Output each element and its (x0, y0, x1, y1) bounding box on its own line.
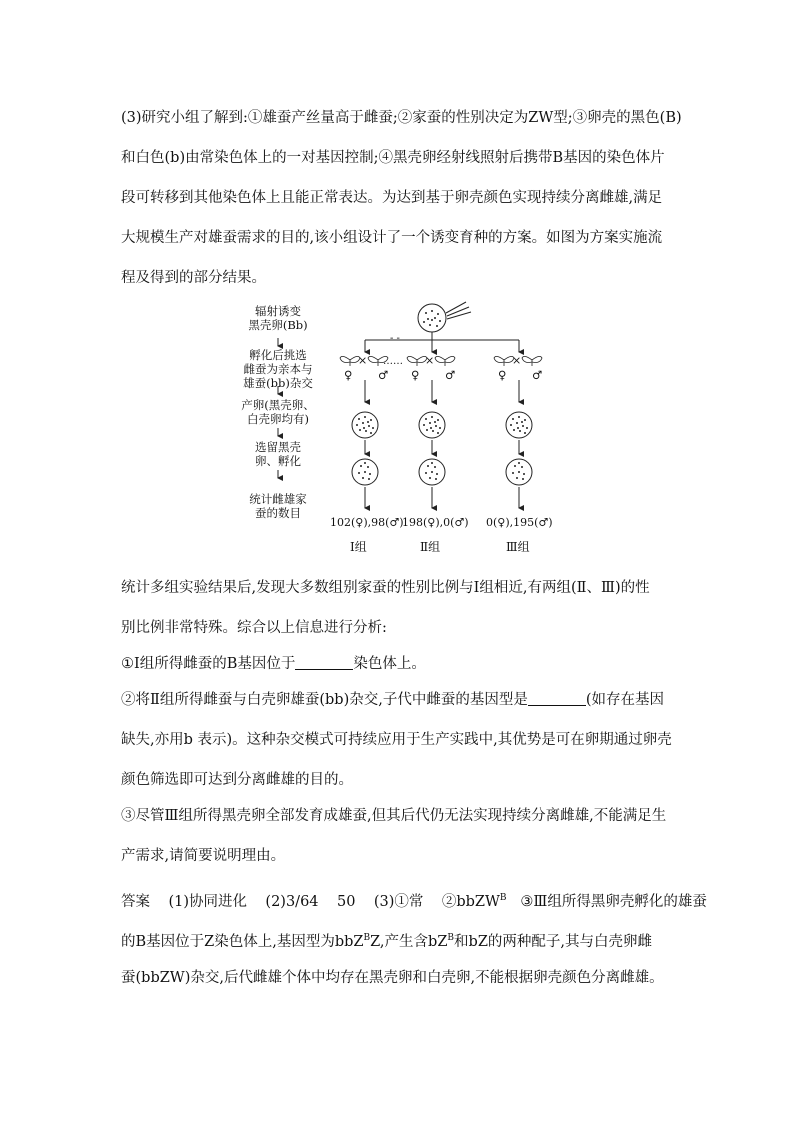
egg-dot (513, 429, 515, 431)
male-symbol: ♂ (532, 368, 543, 382)
egg-dot (362, 477, 364, 479)
cross-symbol: × (425, 354, 435, 367)
egg-dot (519, 430, 521, 432)
egg-dot (526, 427, 528, 429)
experiment-flow-diagram (240, 300, 560, 562)
text-line: (3)研究小组了解到:①雄蚕产丝量高于雌蚕;②家蚕的性别决定为ZW型;③卵壳的黑色(B) (121, 110, 682, 126)
answer-blank[interactable] (295, 655, 353, 670)
answer-line-3: 蚕(bbZW)杂交,后代雌雄个体中均存在黑壳卵和白壳卵,不能根据卵壳颜色分离雌雄。 (121, 970, 664, 986)
egg-dot (425, 472, 427, 474)
text-line: 颜色筛选即可达到分离雌雄的目的。 (121, 772, 353, 788)
egg-dot (524, 432, 526, 434)
question-2: ②将Ⅱ组所得雌蚕与白壳卵雄蚕(bb)杂交,子代中雌蚕的基因型是 (如存在基因 (121, 692, 665, 708)
egg-dot (356, 424, 358, 426)
egg-dot (522, 425, 524, 427)
egg-dot (370, 432, 372, 434)
egg-dot (518, 471, 520, 473)
egg-dot (360, 465, 362, 467)
egg-dot (437, 419, 439, 421)
egg-dot (429, 422, 431, 424)
egg-dot (514, 465, 516, 467)
female-symbol: ♀ (498, 368, 507, 382)
egg-dot (372, 427, 374, 429)
cross-symbol: × (512, 354, 522, 367)
group-label: Ⅲ组 (506, 540, 530, 554)
text-line: 段可转移到其他染色体上且能正常表达。为达到基于卵壳颜色实现持续分离雌雄,满足 (121, 190, 663, 206)
egg-dot (516, 422, 518, 424)
result-count: 198(♀),0(♂) (402, 516, 469, 529)
egg-dot (364, 462, 366, 464)
column-3 (506, 380, 532, 508)
egg-dot (368, 425, 370, 427)
egg-dot (436, 473, 438, 475)
egg-dot (365, 430, 367, 432)
egg-dot (516, 477, 518, 479)
egg-dot (523, 473, 525, 475)
egg-dot (431, 462, 433, 464)
result-count: 102(♀),98(♂) (330, 516, 404, 529)
group-label: Ⅱ组 (420, 540, 441, 554)
egg-dot (512, 418, 514, 420)
egg-dot (431, 416, 433, 418)
egg-dot (439, 427, 441, 429)
text-line: 产需求,请简要说明理由。 (121, 848, 286, 864)
cross-symbol: × (358, 354, 368, 367)
egg-dot (432, 430, 434, 432)
egg-dot (358, 472, 360, 474)
irradiated-egg-icon (418, 302, 471, 332)
egg-dot (434, 421, 436, 423)
egg-dot (367, 466, 369, 468)
step-label: 辐射诱变 黑壳卵(Bb) (248, 304, 308, 332)
silkmoth-icon (407, 356, 427, 366)
column-2 (419, 380, 445, 508)
female-symbol: ♀ (411, 368, 420, 382)
egg-dot (429, 477, 431, 479)
ellipsis-mark: …… (383, 356, 403, 367)
egg-dot (518, 416, 520, 418)
silkmoth-icon (494, 356, 514, 366)
egg-dot (437, 432, 439, 434)
text-line: 大规模生产对雄蚕需求的目的,该小组设计了一个诱变育种的方案。如图为方案实施流 (121, 230, 663, 246)
egg-dot (521, 421, 523, 423)
silkmoth-icon (435, 356, 455, 366)
answer-blank[interactable] (528, 691, 586, 706)
egg-dot (434, 466, 436, 468)
egg-dot (510, 424, 512, 426)
egg-dot (427, 465, 429, 467)
step-label: 孵化后挑选 雌蚕为亲本与 雄蚕(bb)杂交 (243, 348, 313, 390)
male-symbol: ♂ (445, 368, 456, 382)
egg-dot (430, 427, 432, 429)
silkmoth-icon (522, 356, 542, 366)
group-label: Ⅰ组 (350, 540, 367, 554)
text-line: 和白色(b)由常染色体上的一对基因控制;④黑壳卵经射线照射后携带B基因的染色体片 (121, 150, 665, 166)
egg-dot (364, 471, 366, 473)
egg-dot (521, 466, 523, 468)
egg-dot (367, 421, 369, 423)
egg-dot (518, 462, 520, 464)
female-symbol: ♀ (344, 368, 353, 382)
egg-dot (426, 429, 428, 431)
question-3: ③尽管Ⅲ组所得黑壳卵全部发育成雄蚕,但其后代仍无法实现持续分离雌雄,不能满足生 (121, 808, 667, 824)
egg-dot (435, 478, 437, 480)
step-label: 选留黑壳 卵、孵化 (255, 440, 301, 468)
dash-mark: - - (390, 333, 400, 344)
egg-dot (369, 473, 371, 475)
egg-dot (359, 429, 361, 431)
question-1: ①Ⅰ组所得雌蚕的B基因位于 染色体上。 (121, 656, 426, 672)
text-line: 程及得到的部分结果。 (121, 270, 266, 286)
egg-dot (524, 419, 526, 421)
egg-dot (358, 418, 360, 420)
step-label: 统计雌雄家 蚕的数目 (249, 492, 307, 520)
egg-dot (368, 478, 370, 480)
column-1 (352, 380, 378, 508)
egg-dot (517, 427, 519, 429)
egg-dot (364, 416, 366, 418)
egg-dot (512, 472, 514, 474)
result-count: 0(♀),195(♂) (486, 516, 553, 529)
answer-line-2: 的B基因位于Z染色体上,基因型为bbZ$^B$Z,产生含$bZ^B$和bZ的两种配子,其与白壳卵雌 (121, 933, 652, 950)
egg-dot (362, 422, 364, 424)
egg-dot (423, 424, 425, 426)
step-label: 产卵(黑壳卵、 白壳卵均有) (241, 398, 315, 426)
egg-dot (522, 478, 524, 480)
egg-dot (425, 418, 427, 420)
egg-dot (370, 419, 372, 421)
text-line: 缺失,亦用b 表示)。这种杂交模式可持续应用于生产实践中,其优势是可在卵期通过卵壳 (121, 732, 672, 748)
answer-line-1: 答案 (1)协同进化 (2)3/64 50 (3)①常 ②bbZW$^B$ ③Ⅲ组所得黑卵壳孵化的雄蚕 (121, 893, 707, 910)
silkmoth-icon (340, 356, 360, 366)
egg-dot (431, 471, 433, 473)
text-line: 别比例非常特殊。综合以上信息进行分析: (121, 620, 387, 636)
egg-dot (363, 427, 365, 429)
text-line: 统计多组实验结果后,发现大多数组别家蚕的性别比例与Ⅰ组相近,有两组(Ⅱ、Ⅲ)的性 (121, 580, 650, 596)
egg-dot (435, 425, 437, 427)
male-symbol: ♂ (378, 368, 389, 382)
